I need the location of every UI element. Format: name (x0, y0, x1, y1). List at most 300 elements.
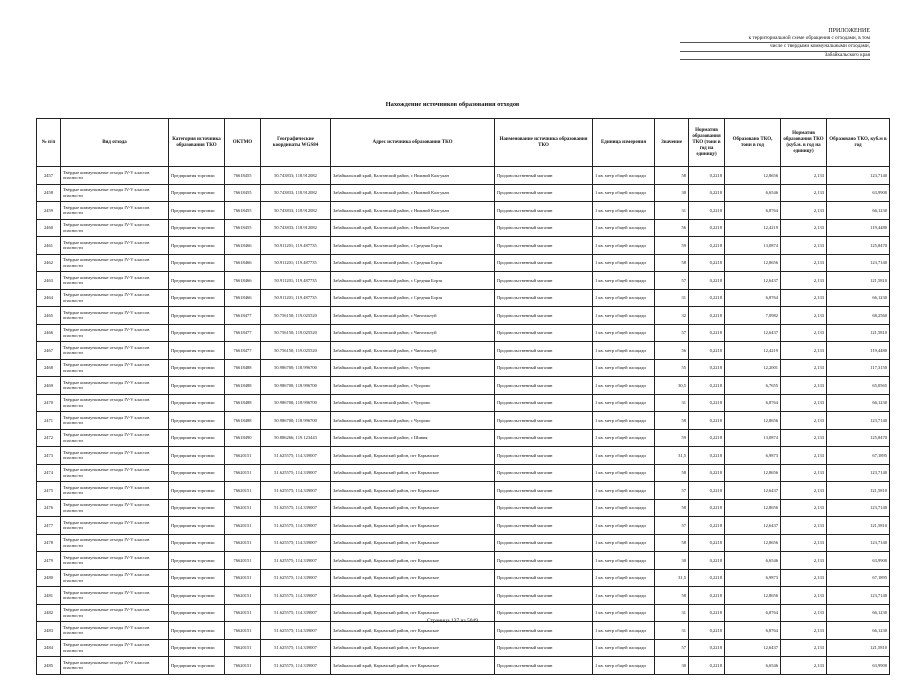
table-cell: 2,133 (781, 447, 827, 465)
table-cell: 50.986700; 118.996700 (261, 377, 331, 395)
table-cell: Забайкальский край, Калганский район, с Нижний Калгукан (331, 167, 495, 185)
table-cell: 50.743833; 118.912082 (261, 184, 331, 202)
table-cell: 76618455 (225, 184, 261, 202)
table-cell: 76618466 (225, 272, 261, 290)
table-cell: 32 (655, 307, 689, 325)
table-cell: Твёрдые коммунальные отходы IV-V классов опасности (61, 639, 169, 657)
table-cell: 12,2001 (725, 359, 781, 377)
table-cell: 1 кв. метр общей площади (593, 359, 655, 377)
table-cell: 66,1230 (827, 394, 890, 412)
table-cell: 12,8656 (725, 167, 781, 185)
table-cell: 76620151 (225, 587, 261, 605)
table-cell: Забайкальский край, Калганский район, с Нижний Калгукан (331, 219, 495, 237)
table-row (37, 412, 890, 430)
table-cell: 51.625575; 114.339007 (261, 604, 331, 622)
table-cell: 59 (655, 237, 689, 255)
table-cell: 76620151 (225, 622, 261, 640)
table-cell: 76620151 (225, 604, 261, 622)
table-cell: 121,5810 (827, 324, 890, 342)
table-cell: 50.986700; 118.996700 (261, 359, 331, 377)
table-cell: Твёрдые коммунальные отходы IV-V классов опасности (61, 464, 169, 482)
table-cell: 55 (655, 359, 689, 377)
table-cell: 76618488 (225, 412, 261, 430)
column-header: Норматив образования ТКО (куб.м. в год на единицу) (781, 119, 827, 167)
table-cell: 1 кв. метр общей площади (593, 289, 655, 307)
table-cell: Предприятия торговли (169, 237, 225, 255)
table-cell: 1 кв. метр общей площади (593, 534, 655, 552)
table-cell: 51.625575; 114.339007 (261, 464, 331, 482)
table-cell: Забайкальский край, Карымский район, пгт Карымское (331, 639, 495, 657)
table-cell: Предприятия торговли (169, 622, 225, 640)
table-cell: 2,133 (781, 464, 827, 482)
table-cell: 123,7140 (827, 587, 890, 605)
table-cell: 6,7655 (725, 377, 781, 395)
table-cell: Предприятия торговли (169, 604, 225, 622)
table-cell: 66,1230 (827, 604, 890, 622)
table-cell: Твёрдые коммунальные отходы IV-V классов опасности (61, 342, 169, 360)
table-cell: 58 (655, 254, 689, 272)
document-title: Нахождение источников образования отходов (385, 101, 520, 108)
table-cell: 1 кв. метр общей площади (593, 464, 655, 482)
table-cell: 50.743833; 118.912082 (261, 167, 331, 185)
table-cell: Забайкальский край, Калганский район, с Средняя Борзя (331, 237, 495, 255)
table-cell: 2,133 (781, 657, 827, 675)
table-cell: Предприятия торговли (169, 342, 225, 360)
table-cell: 51.625575; 114.339007 (261, 587, 331, 605)
table-cell: 31 (655, 622, 689, 640)
table-cell: Предприятия торговли (169, 499, 225, 517)
table-cell: 63,9900 (827, 657, 890, 675)
table-cell: 0,2218 (689, 359, 725, 377)
table-cell: 0,2218 (689, 622, 725, 640)
table-cell: 1 кв. метр общей площади (593, 237, 655, 255)
table-cell: 76620151 (225, 464, 261, 482)
table-row (37, 307, 890, 325)
table-cell: 57 (655, 324, 689, 342)
table-cell: Предприятия торговли (169, 202, 225, 220)
table-cell: 2,133 (781, 534, 827, 552)
table-cell: 6,6546 (725, 552, 781, 570)
table-cell: Твёрдые коммунальные отходы IV-V классов опасности (61, 307, 169, 325)
column-header: Наименование источника образования ТКО (495, 119, 593, 167)
table-cell: 2484 (37, 639, 61, 657)
table-cell: Предприятия торговли (169, 412, 225, 430)
table-cell: 2,133 (781, 272, 827, 290)
table-cell: 0,2218 (689, 604, 725, 622)
table-cell: Предприятия торговли (169, 587, 225, 605)
table-row (37, 359, 890, 377)
table-cell: Твёрдые коммунальные отходы IV-V классов опасности (61, 517, 169, 535)
table-cell: 123,7140 (827, 254, 890, 272)
table-cell: 1 кв. метр общей площади (593, 552, 655, 570)
table-cell: 30 (655, 552, 689, 570)
table-cell: Продовольственный магазин (495, 394, 593, 412)
table-cell: 1 кв. метр общей площади (593, 254, 655, 272)
table-cell: 2,133 (781, 499, 827, 517)
table-cell: Предприятия торговли (169, 289, 225, 307)
table-cell: Твёрдые коммунальные отходы IV-V классов опасности (61, 499, 169, 517)
table-cell: 2,133 (781, 587, 827, 605)
table-row (37, 552, 890, 570)
table-cell: 0,2218 (689, 237, 725, 255)
table-cell: 2,133 (781, 237, 827, 255)
table-cell: 1 кв. метр общей площади (593, 517, 655, 535)
table-cell: 2477 (37, 517, 61, 535)
table-cell: 1 кв. метр общей площади (593, 324, 655, 342)
table-cell: 0,2218 (689, 377, 725, 395)
table-cell: Забайкальский край, Карымский район, пгт Карымское (331, 534, 495, 552)
table-cell: 1 кв. метр общей площади (593, 639, 655, 657)
table-row (37, 219, 890, 237)
table-cell: 76620151 (225, 534, 261, 552)
table-cell: 2479 (37, 552, 61, 570)
table-cell: 121,5810 (827, 272, 890, 290)
column-header: Адрес источника образования ТКО (331, 119, 495, 167)
table-cell: 0,2218 (689, 657, 725, 675)
table-cell: 12,8656 (725, 587, 781, 605)
table-cell: 117,3150 (827, 359, 890, 377)
table-cell: 1 кв. метр общей площади (593, 272, 655, 290)
table-cell: Продовольственный магазин (495, 534, 593, 552)
table-cell: 51.625575; 114.339007 (261, 639, 331, 657)
table-cell: 6,6546 (725, 657, 781, 675)
table-row (37, 534, 890, 552)
table-cell: 2,133 (781, 604, 827, 622)
table-cell: 1 кв. метр общей площади (593, 342, 655, 360)
table-cell: 2471 (37, 412, 61, 430)
appendix-line: числе с твердыми коммунальными отходами, (680, 43, 870, 51)
table-cell: 51.625575; 114.339007 (261, 534, 331, 552)
column-header: Географические координаты WGS84 (261, 119, 331, 167)
table-cell: 123,7140 (827, 499, 890, 517)
table-cell: 59 (655, 429, 689, 447)
table-cell: Забайкальский край, Калганский район, с Чингильтуй (331, 324, 495, 342)
table-row (37, 272, 890, 290)
table-cell: 66,1230 (827, 289, 890, 307)
table-cell: 0,2218 (689, 219, 725, 237)
table-cell: 0,2218 (689, 569, 725, 587)
table-cell: Забайкальский край, Калганский район, с Средняя Борзя (331, 272, 495, 290)
table-cell: 2,133 (781, 202, 827, 220)
table-cell: 6,8764 (725, 622, 781, 640)
table-row (37, 657, 890, 675)
table-cell: Предприятия торговли (169, 569, 225, 587)
table-cell: Забайкальский край, Калганский район, с Нижний Калгукан (331, 184, 495, 202)
table-cell: 119,4480 (827, 342, 890, 360)
table-cell: 2466 (37, 324, 61, 342)
table-cell: Предприятия торговли (169, 534, 225, 552)
table-cell: Забайкальский край, Карымский район, пгт Карымское (331, 604, 495, 622)
table-cell: 50.886266; 119.123443 (261, 429, 331, 447)
table-cell: Предприятия торговли (169, 394, 225, 412)
table-cell: 0,2218 (689, 552, 725, 570)
table-cell: 2,133 (781, 639, 827, 657)
table-cell: 66,1230 (827, 202, 890, 220)
table-cell: 57 (655, 639, 689, 657)
table-cell: 2,133 (781, 429, 827, 447)
table-cell: 2,133 (781, 342, 827, 360)
table-cell: Предприятия торговли (169, 639, 225, 657)
table-cell: Продовольственный магазин (495, 289, 593, 307)
table-cell: 0,2218 (689, 272, 725, 290)
table-cell: 31,5 (655, 447, 689, 465)
table-cell: 1 кв. метр общей площади (593, 622, 655, 640)
column-header: ОКТМО (225, 119, 261, 167)
table-cell: Продовольственный магазин (495, 517, 593, 535)
table-cell: 0,2218 (689, 324, 725, 342)
table-cell: Предприятия торговли (169, 377, 225, 395)
table-row (37, 622, 890, 640)
table-cell: 50.756150; 119.025520 (261, 307, 331, 325)
table-row (37, 254, 890, 272)
table-cell: 2460 (37, 219, 61, 237)
table-cell: 123,7140 (827, 534, 890, 552)
table-cell: Забайкальский край, Калганский район, с Чингильтуй (331, 307, 495, 325)
table-cell: 2465 (37, 307, 61, 325)
table-cell: Продовольственный магазин (495, 552, 593, 570)
table-cell: 0,2218 (689, 254, 725, 272)
table-cell: 2474 (37, 464, 61, 482)
table-row (37, 202, 890, 220)
table-cell: 1 кв. метр общей площади (593, 377, 655, 395)
table-cell: Твёрдые коммунальные отходы IV-V классов опасности (61, 604, 169, 622)
table-cell: 7,0982 (725, 307, 781, 325)
table-cell: Продовольственный магазин (495, 254, 593, 272)
table-cell: 2,133 (781, 569, 827, 587)
table-cell: 56 (655, 219, 689, 237)
table-cell: Забайкальский край, Калганский район, с Чупрово (331, 394, 495, 412)
table-cell: 2,133 (781, 622, 827, 640)
table-cell: Продовольственный магазин (495, 184, 593, 202)
table-cell: 1 кв. метр общей площади (593, 394, 655, 412)
table-row (37, 569, 890, 587)
table-cell: Продовольственный магазин (495, 219, 593, 237)
table-cell: 30,5 (655, 377, 689, 395)
table-cell: Твёрдые коммунальные отходы IV-V классов опасности (61, 377, 169, 395)
table-cell: 2480 (37, 569, 61, 587)
table-cell: 63,9900 (827, 552, 890, 570)
table-cell: Предприятия торговли (169, 167, 225, 185)
table-cell: 2,133 (781, 184, 827, 202)
table-cell: Продовольственный магазин (495, 657, 593, 675)
table-cell: 76620151 (225, 447, 261, 465)
table-cell: 6,8764 (725, 394, 781, 412)
table-cell: 2,133 (781, 254, 827, 272)
table-cell: 2482 (37, 604, 61, 622)
table-cell: 2467 (37, 342, 61, 360)
table-cell: 0,2218 (689, 412, 725, 430)
table-cell: 2457 (37, 167, 61, 185)
table-cell: Продовольственный магазин (495, 482, 593, 500)
table-cell: Предприятия торговли (169, 447, 225, 465)
table-cell: 1 кв. метр общей площади (593, 569, 655, 587)
table-cell: 76620151 (225, 639, 261, 657)
table-cell: Предприятия торговли (169, 254, 225, 272)
table-cell: 2,133 (781, 377, 827, 395)
table-cell: 1 кв. метр общей площади (593, 202, 655, 220)
table-cell: 76618488 (225, 377, 261, 395)
table-cell: 51.625575; 114.339007 (261, 517, 331, 535)
table-cell: 1 кв. метр общей площади (593, 604, 655, 622)
table-cell: Твёрдые коммунальные отходы IV-V классов опасности (61, 657, 169, 675)
table-cell: 12,6437 (725, 482, 781, 500)
table-cell: Твёрдые коммунальные отходы IV-V классов опасности (61, 219, 169, 237)
table-cell: Твёрдые коммунальные отходы IV-V классов опасности (61, 184, 169, 202)
table-cell: 76618455 (225, 219, 261, 237)
table-cell: 76620151 (225, 517, 261, 535)
column-header: № п/п (37, 119, 61, 167)
table-cell: 12,8656 (725, 254, 781, 272)
table-cell: Забайкальский край, Карымский район, пгт Карымское (331, 447, 495, 465)
table-cell: 2483 (37, 622, 61, 640)
page-footer: Страница 137 из 5049 (426, 618, 479, 624)
table-cell: 51.625575; 114.339007 (261, 499, 331, 517)
table-cell: 2476 (37, 499, 61, 517)
table-cell: 51.625575; 114.339007 (261, 657, 331, 675)
table-cell: 58 (655, 412, 689, 430)
table-cell: 125,8470 (827, 429, 890, 447)
table-cell: Забайкальский край, Карымский район, пгт Карымское (331, 552, 495, 570)
table-cell: 50.911201; 119.487735 (261, 254, 331, 272)
table-cell: Предприятия торговли (169, 184, 225, 202)
table-cell: 1 кв. метр общей площади (593, 447, 655, 465)
table-cell: 57 (655, 517, 689, 535)
table-cell: 6,8764 (725, 289, 781, 307)
table-cell: 51.625575; 114.339007 (261, 552, 331, 570)
table-cell: Предприятия торговли (169, 429, 225, 447)
table-cell: 1 кв. метр общей площади (593, 167, 655, 185)
table-row (37, 587, 890, 605)
table-cell: Продовольственный магазин (495, 464, 593, 482)
table-cell: 12,4219 (725, 342, 781, 360)
table-cell: 63,9900 (827, 184, 890, 202)
column-header: Образовано ТКО, куб.м в год (827, 119, 890, 167)
table-cell: 76618477 (225, 324, 261, 342)
table-cell: Забайкальский край, Карымский район, пгт Карымское (331, 622, 495, 640)
table-cell: 6,6546 (725, 184, 781, 202)
table-cell: 76620151 (225, 552, 261, 570)
waste-sources-table (36, 118, 890, 675)
table-cell: 2475 (37, 482, 61, 500)
table-cell: Твёрдые коммунальные отходы IV-V классов опасности (61, 587, 169, 605)
table-cell: 65,0565 (827, 377, 890, 395)
table-cell: 6,8764 (725, 202, 781, 220)
table-cell: 12,6437 (725, 272, 781, 290)
table-cell: Твёрдые коммунальные отходы IV-V классов опасности (61, 167, 169, 185)
table-cell: 76618466 (225, 289, 261, 307)
table-row (37, 237, 890, 255)
table-cell: 0,2218 (689, 499, 725, 517)
table-cell: 2,133 (781, 482, 827, 500)
table-cell: 76618488 (225, 394, 261, 412)
table-cell: 30 (655, 184, 689, 202)
table-row (37, 499, 890, 517)
table-cell: Твёрдые коммунальные отходы IV-V классов опасности (61, 272, 169, 290)
table-cell: Продовольственный магазин (495, 324, 593, 342)
table-cell: 76618488 (225, 359, 261, 377)
table-cell: 13,0874 (725, 429, 781, 447)
table-cell: 2,133 (781, 324, 827, 342)
table-cell: 30 (655, 657, 689, 675)
table-cell: 0,2218 (689, 447, 725, 465)
table-row (37, 639, 890, 657)
table-cell: Продовольственный магазин (495, 447, 593, 465)
table-cell: 2470 (37, 394, 61, 412)
column-header: Единица измерения (593, 119, 655, 167)
table-cell: 51.625575; 114.339007 (261, 482, 331, 500)
appendix-heading: ПРИЛОЖЕНИЕ (828, 28, 870, 34)
table-cell: 50.911201; 119.487735 (261, 237, 331, 255)
table-cell: 121,5810 (827, 517, 890, 535)
table-cell: 76620151 (225, 482, 261, 500)
table-cell: Твёрдые коммунальные отходы IV-V классов опасности (61, 552, 169, 570)
table-row (37, 324, 890, 342)
table-cell: 56 (655, 342, 689, 360)
table-header-row (37, 119, 890, 167)
table-cell: 31 (655, 202, 689, 220)
table-cell: Продовольственный магазин (495, 429, 593, 447)
table-cell: 50.986700; 118.996700 (261, 412, 331, 430)
table-cell: Забайкальский край, Калганский район, с Нижний Калгукан (331, 202, 495, 220)
table-cell: Предприятия торговли (169, 517, 225, 535)
table-cell: Твёрдые коммунальные отходы IV-V классов опасности (61, 622, 169, 640)
table-cell: Продовольственный магазин (495, 167, 593, 185)
table-cell: 51.625575; 114.339007 (261, 622, 331, 640)
table-cell: 76618466 (225, 254, 261, 272)
table-cell: 6,8764 (725, 604, 781, 622)
table-cell: 2,133 (781, 394, 827, 412)
table-cell: 6,9873 (725, 569, 781, 587)
table-cell: 121,5810 (827, 482, 890, 500)
table-cell: 2468 (37, 359, 61, 377)
appendix-lines (680, 35, 870, 60)
table-cell: Предприятия торговли (169, 359, 225, 377)
table-cell: 0,2218 (689, 184, 725, 202)
table-cell: 31 (655, 289, 689, 307)
table-cell: 12,8656 (725, 534, 781, 552)
table-row (37, 167, 890, 185)
table-cell: Твёрдые коммунальные отходы IV-V классов опасности (61, 447, 169, 465)
table-cell: 58 (655, 499, 689, 517)
table-cell: Забайкальский край, Калганский район, с Чупрово (331, 359, 495, 377)
table-cell: 0,2218 (689, 517, 725, 535)
table-cell: Продовольственный магазин (495, 342, 593, 360)
table-row (37, 342, 890, 360)
table-cell: Предприятия торговли (169, 657, 225, 675)
table-cell: 76618466 (225, 237, 261, 255)
table-cell: 0,2218 (689, 307, 725, 325)
table-cell: 50.986700; 118.996700 (261, 394, 331, 412)
table-cell: Забайкальский край, Карымский район, пгт Карымское (331, 657, 495, 675)
table-cell: 12,8656 (725, 464, 781, 482)
table-cell: 12,6437 (725, 324, 781, 342)
table-cell: 2461 (37, 237, 61, 255)
table-cell: Предприятия торговли (169, 482, 225, 500)
table-cell: 0,2218 (689, 342, 725, 360)
table-cell: 2,133 (781, 167, 827, 185)
table-cell: 12,4219 (725, 219, 781, 237)
table-cell: 31 (655, 604, 689, 622)
table-cell: Продовольственный магазин (495, 604, 593, 622)
table-cell: 58 (655, 534, 689, 552)
table-cell: 1 кв. метр общей площади (593, 184, 655, 202)
table-cell: 1 кв. метр общей площади (593, 307, 655, 325)
table-cell: 1 кв. метр общей площади (593, 219, 655, 237)
table-cell: 68,2560 (827, 307, 890, 325)
table-cell: Твёрдые коммунальные отходы IV-V классов опасности (61, 429, 169, 447)
table-cell: 76620151 (225, 657, 261, 675)
table-cell: 123,7140 (827, 464, 890, 482)
